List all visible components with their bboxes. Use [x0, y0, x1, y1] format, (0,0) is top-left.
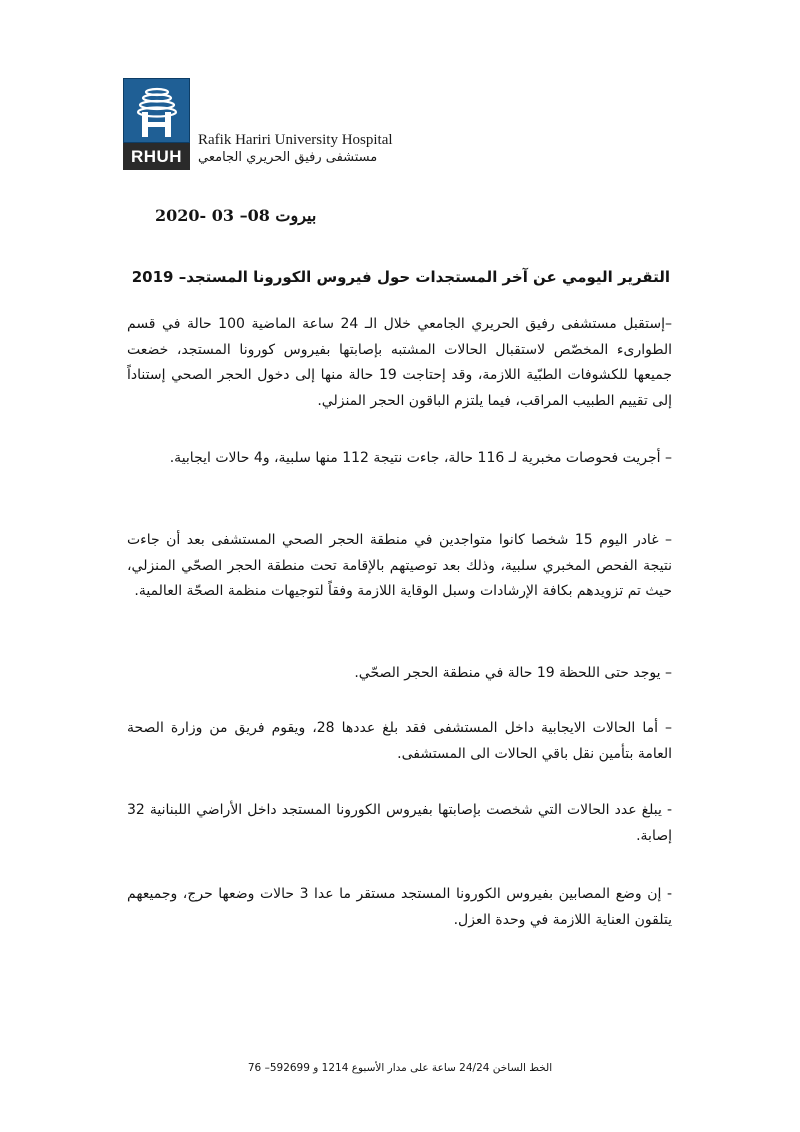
- paragraph-discharged: – غادر اليوم 15 شخصا كانوا متواجدين في منطقة الحجر الصحي المستشفى بعد أن جاءت نتيجة الفحص المخبري سلبية، وذلك بعد توصيتهم بالإقامة تحت منطقة الحجر الصحّي المنزلي، حيث تم تزويدهم بكافة الإرشادات وسبل الوقاية اللازمة وفقاً لتوجيهات منظمة الصحّة العالمية.: [127, 532, 672, 599]
- report-title: التقرير اليومي عن آخر المستجدات حول فيروس الكورونا المستجد– 2019: [131, 268, 670, 286]
- paragraph-positive-cases: – أما الحالات الايجابية داخل المستشفى فقد بلغ عددها 28، ويقوم فريق من وزارة الصحة العامة بتأمين نقل باقي الحالات الى المستشفى.: [127, 720, 672, 762]
- hospital-logo: [123, 78, 190, 170]
- hospital-name-arabic: مستشفى رفيق الحريري الجامعي: [198, 150, 378, 165]
- paragraph-lab-tests: – أجريت فحوصات مخبرية لـ 116 حالة، جاءت نتيجة 112 منها سلبية، و4 حالات ايجابية.: [169, 450, 672, 466]
- hotline-footer: الخط الساخن 24/24 ساعة على مدار الأسبوع 1214 و 592699– 76: [247, 1062, 553, 1074]
- date-line: بيروت 08– 03 -2020: [155, 206, 317, 225]
- hospital-name-english: Rafik Hariri University Hospital: [198, 132, 393, 148]
- logo-emblem-icon: [123, 78, 190, 143]
- logo-wordmark: RHUH: [123, 143, 190, 170]
- paragraph-emergency-admissions: –إستقبل مستشفى رفيق الحريري الجامعي خلال الـ 24 ساعة الماضية 100 حالة في قسم الطوارىء المخصّص لاستقبال الحالات المشتبه بإصابتها بفيروس كورونا المستجد، خضعت جميعها للكشوفات الطبّية اللازمة، وقد إحتاجت 19 حالة منها إلى دخول الحجر الصحي إستناداً إلى تقييم الطبيب المراقب، فيما يلتزم الباقون الحجر المنزلي.: [127, 316, 672, 409]
- paragraph-quarantine-count: – يوجد حتى اللحظة 19 حالة في منطقة الحجر الصحّي.: [354, 665, 672, 681]
- paragraph-lebanon-total: - يبلغ عدد الحالات التي شخصت بإصابتها بفيروس الكورونا المستجد داخل الأراضي اللبنانية 32 إصابة.: [127, 802, 672, 844]
- paragraph-patient-condition: - إن وضع المصابين بفيروس الكورونا المستجد مستقر ما عدا 3 حالات وضعها حرج، وجميعهم يتلقون العناية اللازمة في وحدة العزل.: [127, 886, 672, 928]
